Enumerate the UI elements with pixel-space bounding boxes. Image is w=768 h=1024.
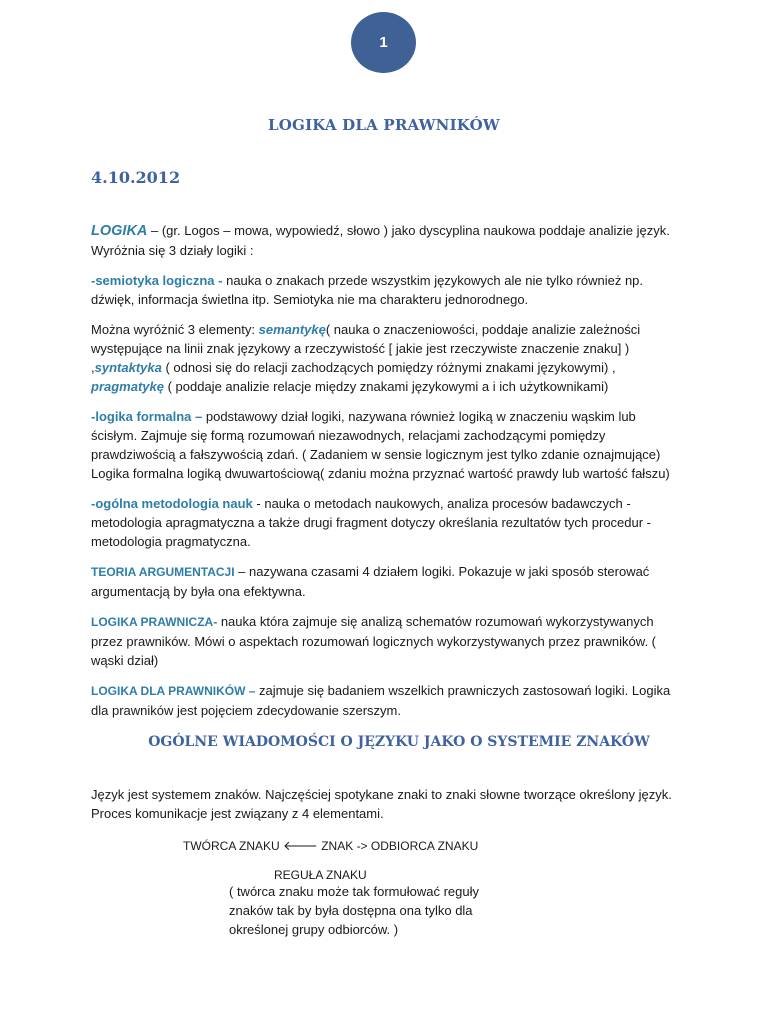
term-metodologia: -ogólna metodologia nauk [91, 496, 253, 511]
term-semantyka: semantykę [258, 322, 326, 337]
diagram-creator: TWÓRCA ZNAKU [183, 839, 284, 853]
paragraph-elementy [91, 320, 681, 396]
paragraph-semiotyka [91, 271, 681, 309]
paragraph-logika-prawnicza [91, 612, 681, 670]
diagram-rule: REGUŁA ZNAKU [274, 868, 367, 882]
term-logika: LOGIKA [91, 223, 148, 239]
document-title: LOGIKA DLA PRAWNIKÓW [268, 116, 500, 134]
term-logika-formalna: -logika formalna – [91, 409, 203, 424]
paragraph-logika-dla-prawnikow [91, 681, 681, 720]
term-logika-dla-prawnikow: LOGIKA DLA PRAWNIKÓW – [91, 684, 256, 698]
paragraph-text: – (gr. Logos – mowa, wypowiedź, słowo ) jako dyscyplina naukowa poddaje analizie język. Wyróżnia się 3 działy logiki : [91, 223, 670, 258]
paragraph-text: Można wyróżnić 3 elementy: [91, 322, 259, 337]
diagram-sign-receiver: ZNAK -> ODBIORCA ZNAKU [317, 839, 479, 853]
paragraph-text: – nazywana czasami 4 działem logiki. Pokazuje w jaki sposób sterować argumentacją by była ona efektywna. [91, 564, 650, 599]
paragraph-text: podstawowy dział logiki, nazywana również logiką w znaczeniu wąskim lub ścisłym. Zajmuje się formą rozumowań niezawodnych, relacjami zachodzącymi pomiędzy prawdziwością a fałszywością zdań. ( Zadaniem w sensie logicznym jest tylko zdanie oznajmujące) Logika formalna logiką dwuwartościową( zdaniu można przyznać wartość prawdy lub wartość fałszu) [91, 409, 670, 481]
paragraph-text: ( poddaje analizie relacje między znakami językowymi a i ich użytkownikami) [163, 379, 609, 394]
paragraph-text: ( nauka o znaczeniowości, poddaje analizie zależności występujące na linii znak językowy a rzeczywistość [ jakie jest rzeczywiste znaczenie znaku] ) , [91, 322, 641, 375]
paragraph-logika-formalna [91, 407, 681, 483]
paragraph-text: nauka która zajmuje się analizą schematów rozumowań wykorzystywanych przez prawników. Mówi o aspektach rozumowań logicznych wykorzystywanych przez prawników. ( wąski dział) [91, 614, 656, 668]
paragraph-text: zajmuje się badaniem wszelkich prawniczych zastosowań logiki. Logika dla prawników jest pojęciem zdecydowanie szerszym. [91, 683, 671, 718]
term-semiotyka: -semiotyka logiczna - [91, 273, 223, 288]
intro-paragraph: Język jest systemem znaków. Najczęściej spotykane znaki to znaki słowne tworzące określony język. Proces komunikacje jest związany z 4 elementami. [91, 787, 672, 821]
paragraph-metodologia [91, 494, 681, 551]
paragraph-text: - nauka o metodach naukowych, analiza procesów badawczych - metodologia apragmatyczna a także drugi fragment dotyczy określania rezultatów tych procedur - metodologia pragmatyczna. [91, 496, 652, 549]
paragraph-text: nauka o znakach przede wszystkim językowych ale nie tylko również np. dźwięk, informacja świetlna itp. Semiotyka nie ma charakteru jednorodnego. [91, 273, 644, 307]
arrow-left-icon: 🡐 [283, 838, 318, 853]
page-number-badge: 1 [351, 12, 416, 73]
sign-diagram-row [183, 836, 478, 856]
document-body [91, 221, 681, 731]
term-logika-prawnicza: LOGIKA PRAWNICZA- [91, 615, 218, 629]
document-date: 4.10.2012 [91, 168, 181, 187]
paragraph-teoria [91, 562, 681, 601]
term-teoria-argumentacji: TEORIA ARGUMENTACJI [91, 565, 235, 579]
section-heading: OGÓLNE WIADOMOŚCI O JĘZYKU JAKO O SYSTEMIE ZNAKÓW [148, 734, 650, 750]
term-pragmatyka: pragmatykę [91, 379, 164, 394]
term-syntaktyka: syntaktyka [94, 360, 162, 375]
paragraph-text: ( odnosi się do relacji zachodzących pomiędzy różnymi znakami językowymi) , [161, 360, 616, 375]
diagram-note: ( twórca znaku może tak formułować reguły znaków tak by była dostępna ona tylko dla określonej grupy odbiorców. ) [229, 884, 479, 937]
paragraph-logika [91, 221, 681, 260]
